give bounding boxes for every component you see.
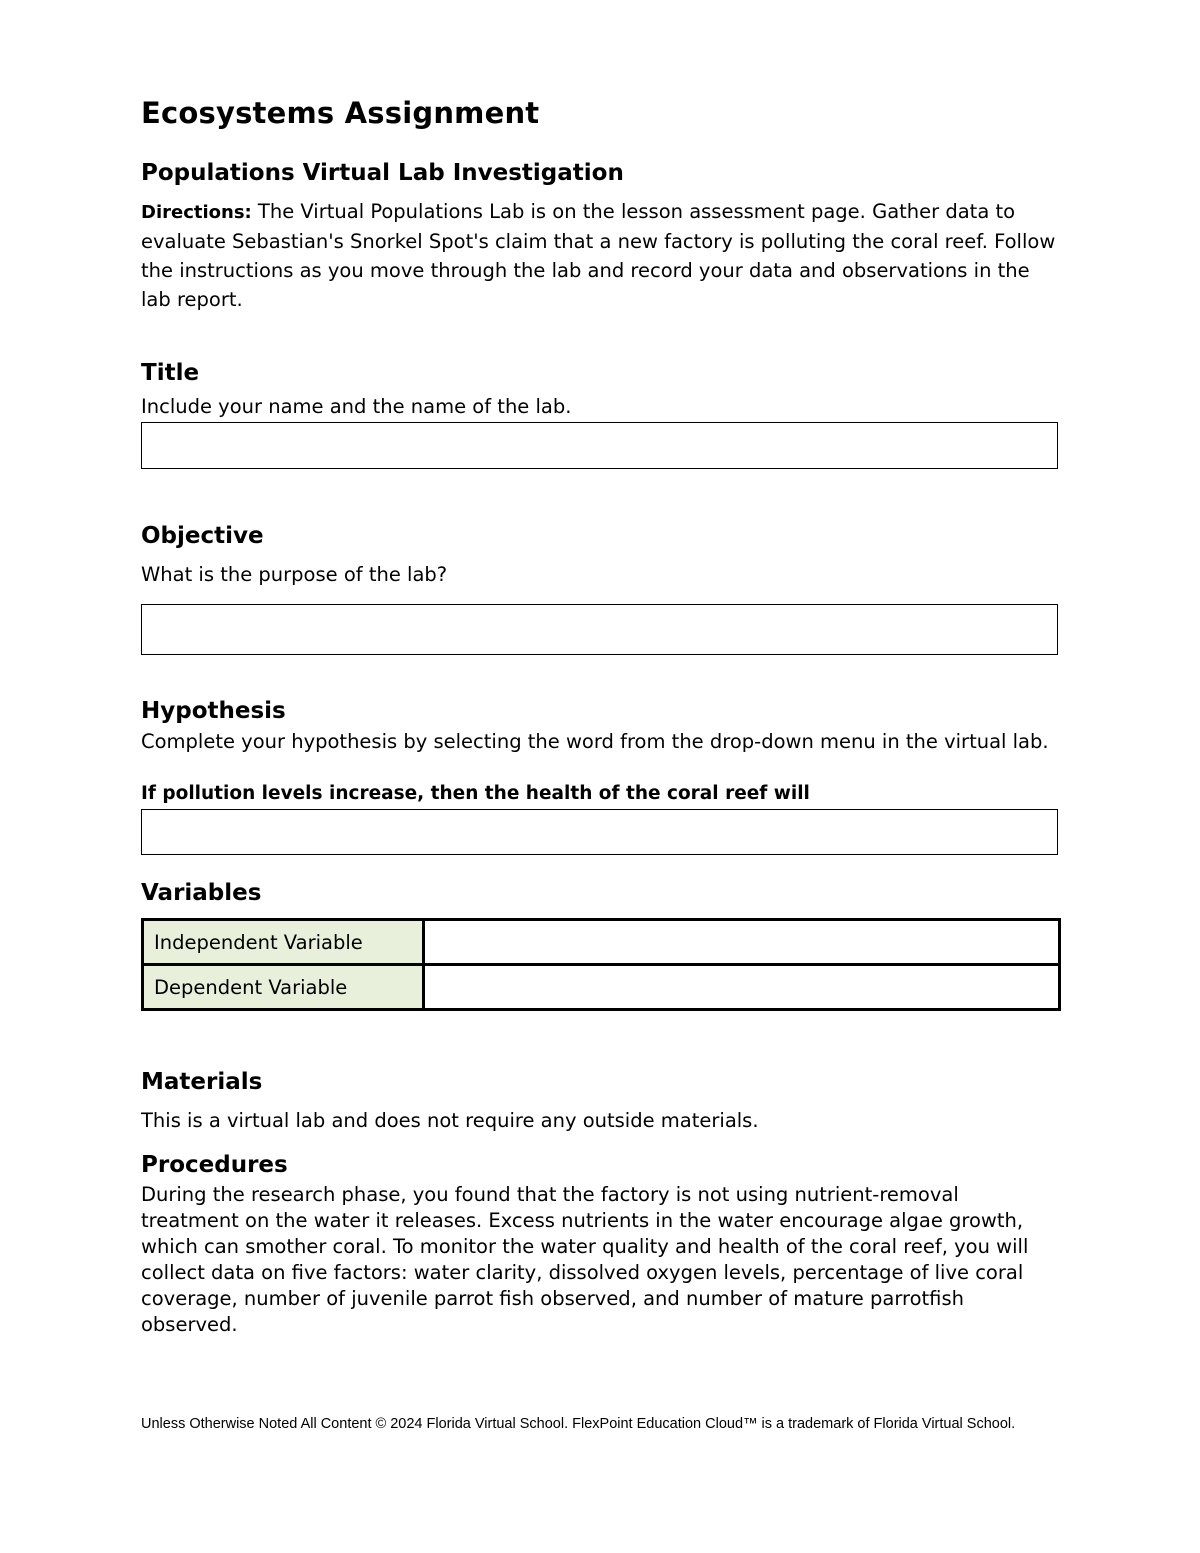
materials-heading: Materials (141, 1069, 263, 1095)
objective-heading: Objective (141, 523, 264, 549)
hypothesis-prompt: Complete your hypothesis by selecting the word from the drop-down menu in the virtual lab. (141, 730, 1049, 753)
objective-prompt: What is the purpose of the lab? (141, 563, 448, 586)
variables-heading: Variables (141, 880, 262, 906)
copyright-footer: Unless Otherwise Noted All Content © 2024 Florida Virtual School. FlexPoint Education Cloud™ is a trademark of Florida Virtual School. (141, 1416, 1016, 1432)
document-title: Ecosystems Assignment (141, 96, 540, 130)
title-heading: Title (141, 360, 200, 386)
objective-answer-field[interactable] (141, 604, 1058, 655)
independent-variable-label: Independent Variable (143, 920, 424, 965)
directions-paragraph (141, 197, 1056, 314)
materials-text: This is a virtual lab and does not require any outside materials. (141, 1109, 759, 1132)
title-prompt: Include your name and the name of the lab. (141, 395, 572, 418)
directions-text: The Virtual Populations Lab is on the lesson assessment page. Gather data to evaluate Sebastian's Snorkel Spot's claim that a new factory is polluting the coral reef. Follow the instructions as you move through the lab and record your data and observations in the lab report. (141, 200, 1056, 311)
independent-variable-answer[interactable] (424, 920, 1060, 965)
table-row (143, 965, 1060, 1010)
directions-label: Directions: (141, 202, 252, 223)
table-row (143, 920, 1060, 965)
document-subtitle: Populations Virtual Lab Investigation (141, 160, 624, 186)
hypothesis-answer-field[interactable] (141, 809, 1058, 855)
hypothesis-heading: Hypothesis (141, 698, 286, 724)
title-answer-field[interactable] (141, 422, 1058, 469)
procedures-text: During the research phase, you found that the factory is not using nutrient-removal treatment on the water it releases. Excess nutrients in the water encourage algae growth, which can smother coral. To monitor the water quality and health of the coral reef, you will collect data on five factors: water clarity, dissolved oxygen levels, percentage of live coral coverage, number of juvenile parrot fish observed, and number of mature parrotfish observed. (141, 1183, 1029, 1336)
dependent-variable-label: Dependent Variable (143, 965, 424, 1010)
procedures-heading: Procedures (141, 1152, 288, 1178)
dependent-variable-answer[interactable] (424, 965, 1060, 1010)
variables-table (141, 918, 1061, 1011)
hypothesis-statement: If pollution levels increase, then the health of the coral reef will (141, 783, 810, 804)
